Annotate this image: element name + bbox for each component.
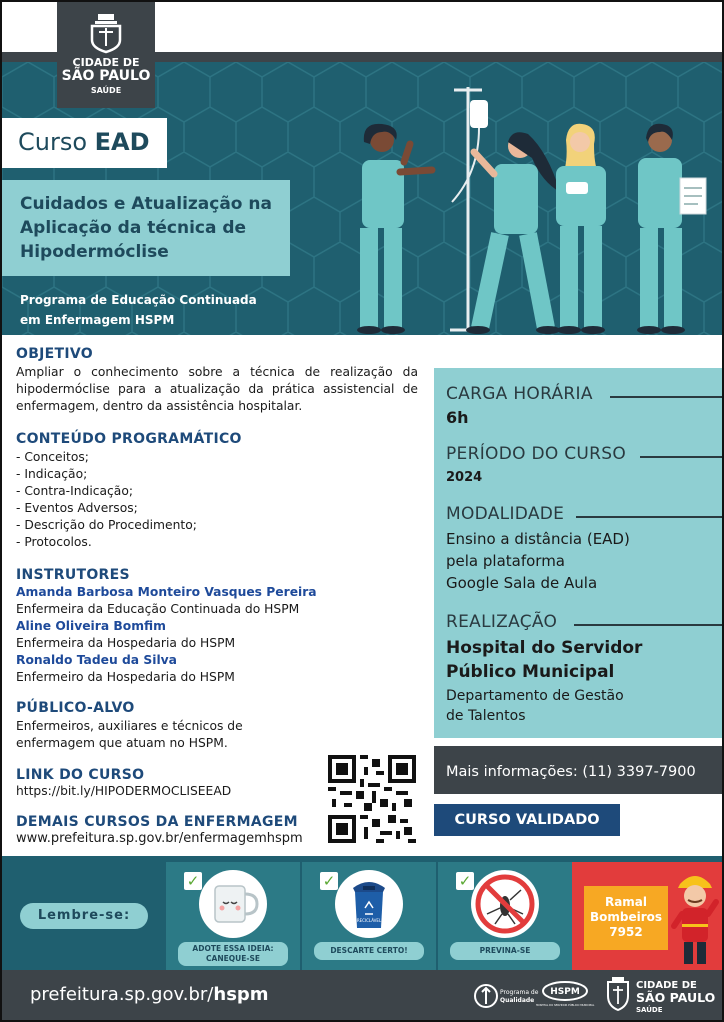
hspm-text: HSPM	[550, 987, 580, 997]
caption-line1: ADOTE ESSA IDEIA:	[192, 944, 274, 953]
publico-line2: enfermagem que atuam no HSPM.	[16, 736, 228, 750]
divider	[574, 624, 722, 626]
tile-circle	[199, 870, 267, 938]
carga-label: CARGA HORÁRIA	[446, 384, 593, 404]
logo-line3: SAÚDE	[90, 86, 122, 95]
programa-qualidade-logo	[472, 980, 539, 1012]
bombeiros-line1: Ramal	[604, 895, 648, 909]
nurse-figure-1	[357, 124, 432, 334]
modalidade-label: MODALIDADE	[446, 504, 565, 524]
instructor-name: Ronaldo Tadeu da Silva	[16, 653, 177, 667]
realizacao-line4: de Talentos	[446, 708, 526, 724]
logo-line2: SÃO PAULO	[61, 68, 151, 84]
check-icon: ✓	[456, 872, 474, 890]
bombeiros-tile	[572, 862, 722, 970]
sp-footer-line1: CIDADE DE	[636, 980, 697, 991]
bombeiros-box	[584, 886, 668, 950]
hspm-subtext: HOSPITAL DO SERVIDOR PÚBLICO MUNICIPAL	[535, 1004, 595, 1007]
objetivo-text: Ampliar o conhecimento sobre a técnica de realização da hipodermóclise para a atualização da prática assistencial de enfermagem, dentro da assistência hospitalar.	[16, 365, 418, 413]
course-info-panel	[434, 368, 722, 738]
course-link[interactable]: https://bit.ly/HIPODERMOCLISEEAD	[16, 784, 232, 798]
modalidade-line2: pela plataforma	[446, 552, 565, 570]
conteudo-heading: CONTEÚDO PROGRAMÁTICO	[16, 431, 242, 447]
list-item: - Contra-Indicação;	[16, 484, 134, 498]
program-name	[20, 290, 280, 330]
bombeiros-line2: Bombeiros	[589, 910, 663, 924]
recycle-bin-icon	[335, 870, 403, 938]
course-title-box	[2, 180, 290, 276]
demais-heading: DEMAIS CURSOS DA ENFERMAGEM	[16, 814, 298, 830]
divider	[610, 396, 722, 398]
tile-previna	[438, 862, 572, 970]
logo-line1: CIDADE DE	[72, 56, 140, 69]
crest-icon	[89, 14, 123, 52]
tile-caption: DESCARTE CERTO!	[314, 942, 424, 960]
sao-paulo-footer-logo	[604, 976, 716, 1016]
instructor-role: Enfermeiro da Hospedaria do HSPM	[16, 670, 235, 684]
modalidade-line3: Google Sala de Aula	[446, 574, 598, 592]
caption-line2: CANEQUE-SE	[206, 954, 260, 963]
check-icon: ✓	[184, 872, 202, 890]
city-logo	[57, 2, 155, 108]
publico-text	[16, 718, 316, 752]
contact-info: Mais informações: (11) 3397-7900	[434, 746, 722, 794]
realizacao-hospital	[446, 636, 642, 684]
instrutores-list	[16, 584, 426, 686]
realizacao-line3: Departamento de Gestão	[446, 688, 624, 704]
realizacao-line2: Público Municipal	[446, 662, 615, 682]
programa-line2: Qualidade	[500, 997, 535, 1004]
instructor-role: Enfermeira da Hospedaria do HSPM	[16, 636, 236, 650]
modalidade-line1: Ensino a distância (EAD)	[446, 530, 630, 548]
sp-footer-line2: SÃO PAULO	[636, 990, 716, 1005]
list-item: - Indicação;	[16, 467, 88, 481]
carga-value: 6h	[446, 408, 469, 427]
mug-icon	[199, 870, 267, 938]
nurse-figure-3	[556, 124, 606, 334]
modalidade-value	[446, 528, 630, 594]
footer-url-pre: prefeitura.sp.gov.br/	[30, 984, 214, 1005]
course-label-pre: Curso	[18, 128, 95, 156]
list-item: - Descrição do Procedimento;	[16, 518, 197, 532]
course-label-bold: EAD	[94, 128, 150, 156]
footer-url[interactable]	[30, 984, 269, 1005]
nurse-figure-2	[466, 132, 560, 334]
program-line1: Programa de Educação Continuada	[20, 293, 257, 307]
sp-footer-line3: SAÚDE	[636, 1006, 663, 1014]
bin-label: RECICLÁVEL	[356, 918, 382, 923]
periodo-value: 2024	[446, 470, 483, 485]
tile-caneca	[166, 862, 300, 970]
realizacao-line1: Hospital do Servidor	[446, 638, 643, 658]
instrutores-heading: INSTRUTORES	[16, 567, 130, 583]
periodo-label: PERÍODO DO CURSO	[446, 444, 627, 464]
bombeiros-line3: 7952	[609, 925, 643, 939]
header-banner	[2, 2, 722, 335]
objetivo-heading: OBJETIVO	[16, 346, 93, 362]
tile-caption: PREVINA-SE	[450, 942, 560, 960]
nurse-figure-4	[637, 124, 706, 334]
hspm-logo	[535, 980, 595, 1014]
course-title: Cuidados e Atualização na Aplicação da técnica de Hipodermóclise	[20, 194, 272, 262]
list-item: - Conceitos;	[16, 450, 89, 464]
instructor-name: Amanda Barbosa Monteiro Vasques Pereira	[16, 585, 317, 599]
check-icon: ✓	[320, 872, 338, 890]
nurses-illustration	[342, 82, 722, 334]
course-type-label	[2, 118, 167, 168]
demais-link[interactable]: www.prefeitura.sp.gov.br/enfermagemhspm	[16, 831, 303, 846]
conteudo-list	[16, 449, 316, 551]
qr-code[interactable]	[328, 755, 416, 843]
link-heading: LINK DO CURSO	[16, 767, 145, 783]
footer-url-bold: hspm	[213, 984, 269, 1005]
tile-caption	[178, 942, 288, 966]
validated-badge: CURSO VALIDADO	[434, 804, 620, 836]
program-line2: em Enfermagem HSPM	[20, 313, 175, 327]
firefighter-icon	[672, 868, 718, 968]
tile-circle	[335, 870, 403, 938]
divider	[640, 456, 722, 458]
no-mosquito-icon	[471, 870, 539, 938]
realizacao-label: REALIZAÇÃO	[446, 612, 558, 632]
list-item: - Eventos Adversos;	[16, 501, 138, 515]
instructor-role: Enfermeira da Educação Continuada do HSPM	[16, 602, 300, 616]
instructor-name: Aline Oliveira Bomfim	[16, 619, 166, 633]
lembre-label: Lembre-se:	[20, 903, 148, 929]
programa-line1: Programa de	[500, 989, 539, 996]
divider	[576, 516, 722, 518]
publico-heading: PÚBLICO-ALVO	[16, 700, 135, 716]
list-item: - Protocolos.	[16, 535, 92, 549]
publico-line1: Enfermeiros, auxiliares e técnicos de	[16, 719, 243, 733]
realizacao-dept	[446, 686, 624, 726]
tile-descarte	[302, 862, 436, 970]
tile-circle	[471, 870, 539, 938]
